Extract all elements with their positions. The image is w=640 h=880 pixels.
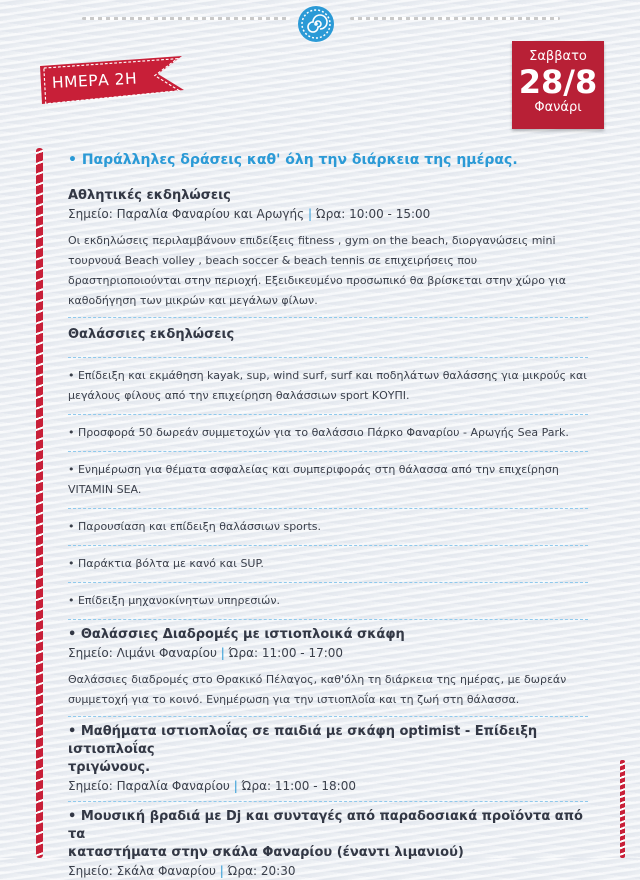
marine-bullet-cont: VITAMIN SEA. [68, 483, 142, 496]
program-content [68, 151, 588, 880]
cruises-desc-line: συμμετοχή για το κοινό. Ενημέρωση για την ιστιοπλοΐα και τη ζωή στη θάλασσα. [68, 693, 520, 706]
athletic-desc-line: Οι εκδηλώσεις περιλαμβάνουν επιδείξεις fitness , gym on the beach, διοργανώσεις mini [68, 234, 556, 247]
marine-bullet: • Παράκτια βόλτα με κανό και SUP. [68, 557, 264, 570]
day-title: ΗΜΕΡΑ 2Η [51, 69, 138, 92]
marine-title: Θαλάσσιες εκδηλώσεις [68, 327, 235, 342]
side-rope-right [620, 760, 625, 858]
music-location-time [68, 862, 588, 880]
date-number: 28/8 [518, 63, 598, 101]
date-weekday: Σαββατο [529, 49, 587, 64]
marine-bullet-cont: μεγάλους φίλους από την επιχείρηση θαλάσσιων sport ΚΟΥΠΙ. [68, 389, 410, 402]
athletic-location: Σημείο: Παραλία Φαναρίου και Αρωγής [68, 207, 305, 221]
cruises-desc-line: Θαλάσσιες διαδρομές στο Θρακικό Πέλαγος, καθ'όλη τη διάρκεια της ημέρας, με δωρεάν [68, 673, 567, 686]
marine-bullet: • Επίδειξη μηχανοκίνητων υπηρεσιών. [68, 594, 280, 607]
athletic-separator: | [307, 207, 313, 221]
marine-bullet: • Παρουσίαση και επίδειξη θαλάσσιων sports. [68, 520, 321, 533]
header-rope-right [350, 17, 560, 20]
cruises-location-time [68, 644, 588, 662]
marine-bullet: • Επίδειξη και εκμάθηση kayak, sup, wind surf, surf και ποδηλάτων θαλάσσης για μικρούς και [68, 369, 587, 382]
marine-bullet: • Προσφορά 50 δωρεάν συμμετοχών για το θαλάσσιο Πάρκο Φαναρίου - Αρωγής Sea Park. [68, 426, 569, 439]
cruises-location: Σημείο: Λιμάνι Φαναρίου [68, 646, 217, 660]
music-location: Σημείο: Σκάλα Φαναρίου [68, 864, 216, 878]
athletic-title: Αθλητικές εκδηλώσεις [68, 188, 231, 203]
athletic-desc-line: δραστηριοποιούνται στην περιοχή. Εξειδικευμένο προσωπικό θα βρίσκεται στην χώρο για [68, 274, 566, 287]
sailing-title: • Μαθήματα ιστιοπλοΐας σε παιδιά με σκάφη optimist - Επίδειξη ιστιοπλοΐας [68, 724, 538, 757]
sailing-time: Ώρα: 11:00 - 18:00 [241, 779, 356, 793]
sailing-location-time [68, 777, 588, 795]
athletic-desc-line: καθοδήγηση των μικρών και μεγάλων φίλων. [68, 294, 318, 307]
music-time: Ώρα: 20:30 [227, 864, 296, 878]
athletic-time: Ώρα: 10:00 - 15:00 [315, 207, 431, 221]
header-rope-left [82, 17, 290, 20]
spiral-emblem-icon [296, 4, 336, 44]
sailing-title-cont: τριγώνους. [68, 760, 151, 775]
music-separator: | [219, 864, 224, 878]
music-title-cont: καταστήματα στην σκάλα Φαναρίου (έναντι λιμανιού) [68, 845, 464, 860]
athletic-location-time [68, 205, 588, 223]
cruises-time: Ώρα: 11:00 - 17:00 [228, 646, 344, 660]
side-rope-left [36, 148, 43, 858]
sailing-separator: | [233, 779, 238, 793]
cruises-separator: | [220, 646, 225, 660]
cruises-title: • Θαλάσσιες Διαδρομές με ιστιοπλοικά σκάφη [68, 627, 405, 642]
sailing-location: Σημείο: Παραλία Φαναρίου [68, 779, 230, 793]
date-badge [512, 41, 604, 129]
marine-bullet: • Ενημέρωση για θέματα ασφαλείας και συμπεριφοράς στη θάλασσα από την επιχείρηση [68, 463, 559, 476]
music-title: • Μουσική βραδιά με Dj και συνταγές από παραδοσιακά προϊόντα από τα [68, 809, 583, 842]
date-place: Φανάρι [534, 100, 582, 115]
parallel-activities-heading: • Παράλληλες δράσεις καθ' όλη την διάρκεια της ημέρας. [68, 152, 518, 168]
athletic-desc-line: τουρνουά Beach volley , beach soccer & beach tennis σε επιχειρήσεις που [68, 254, 478, 267]
